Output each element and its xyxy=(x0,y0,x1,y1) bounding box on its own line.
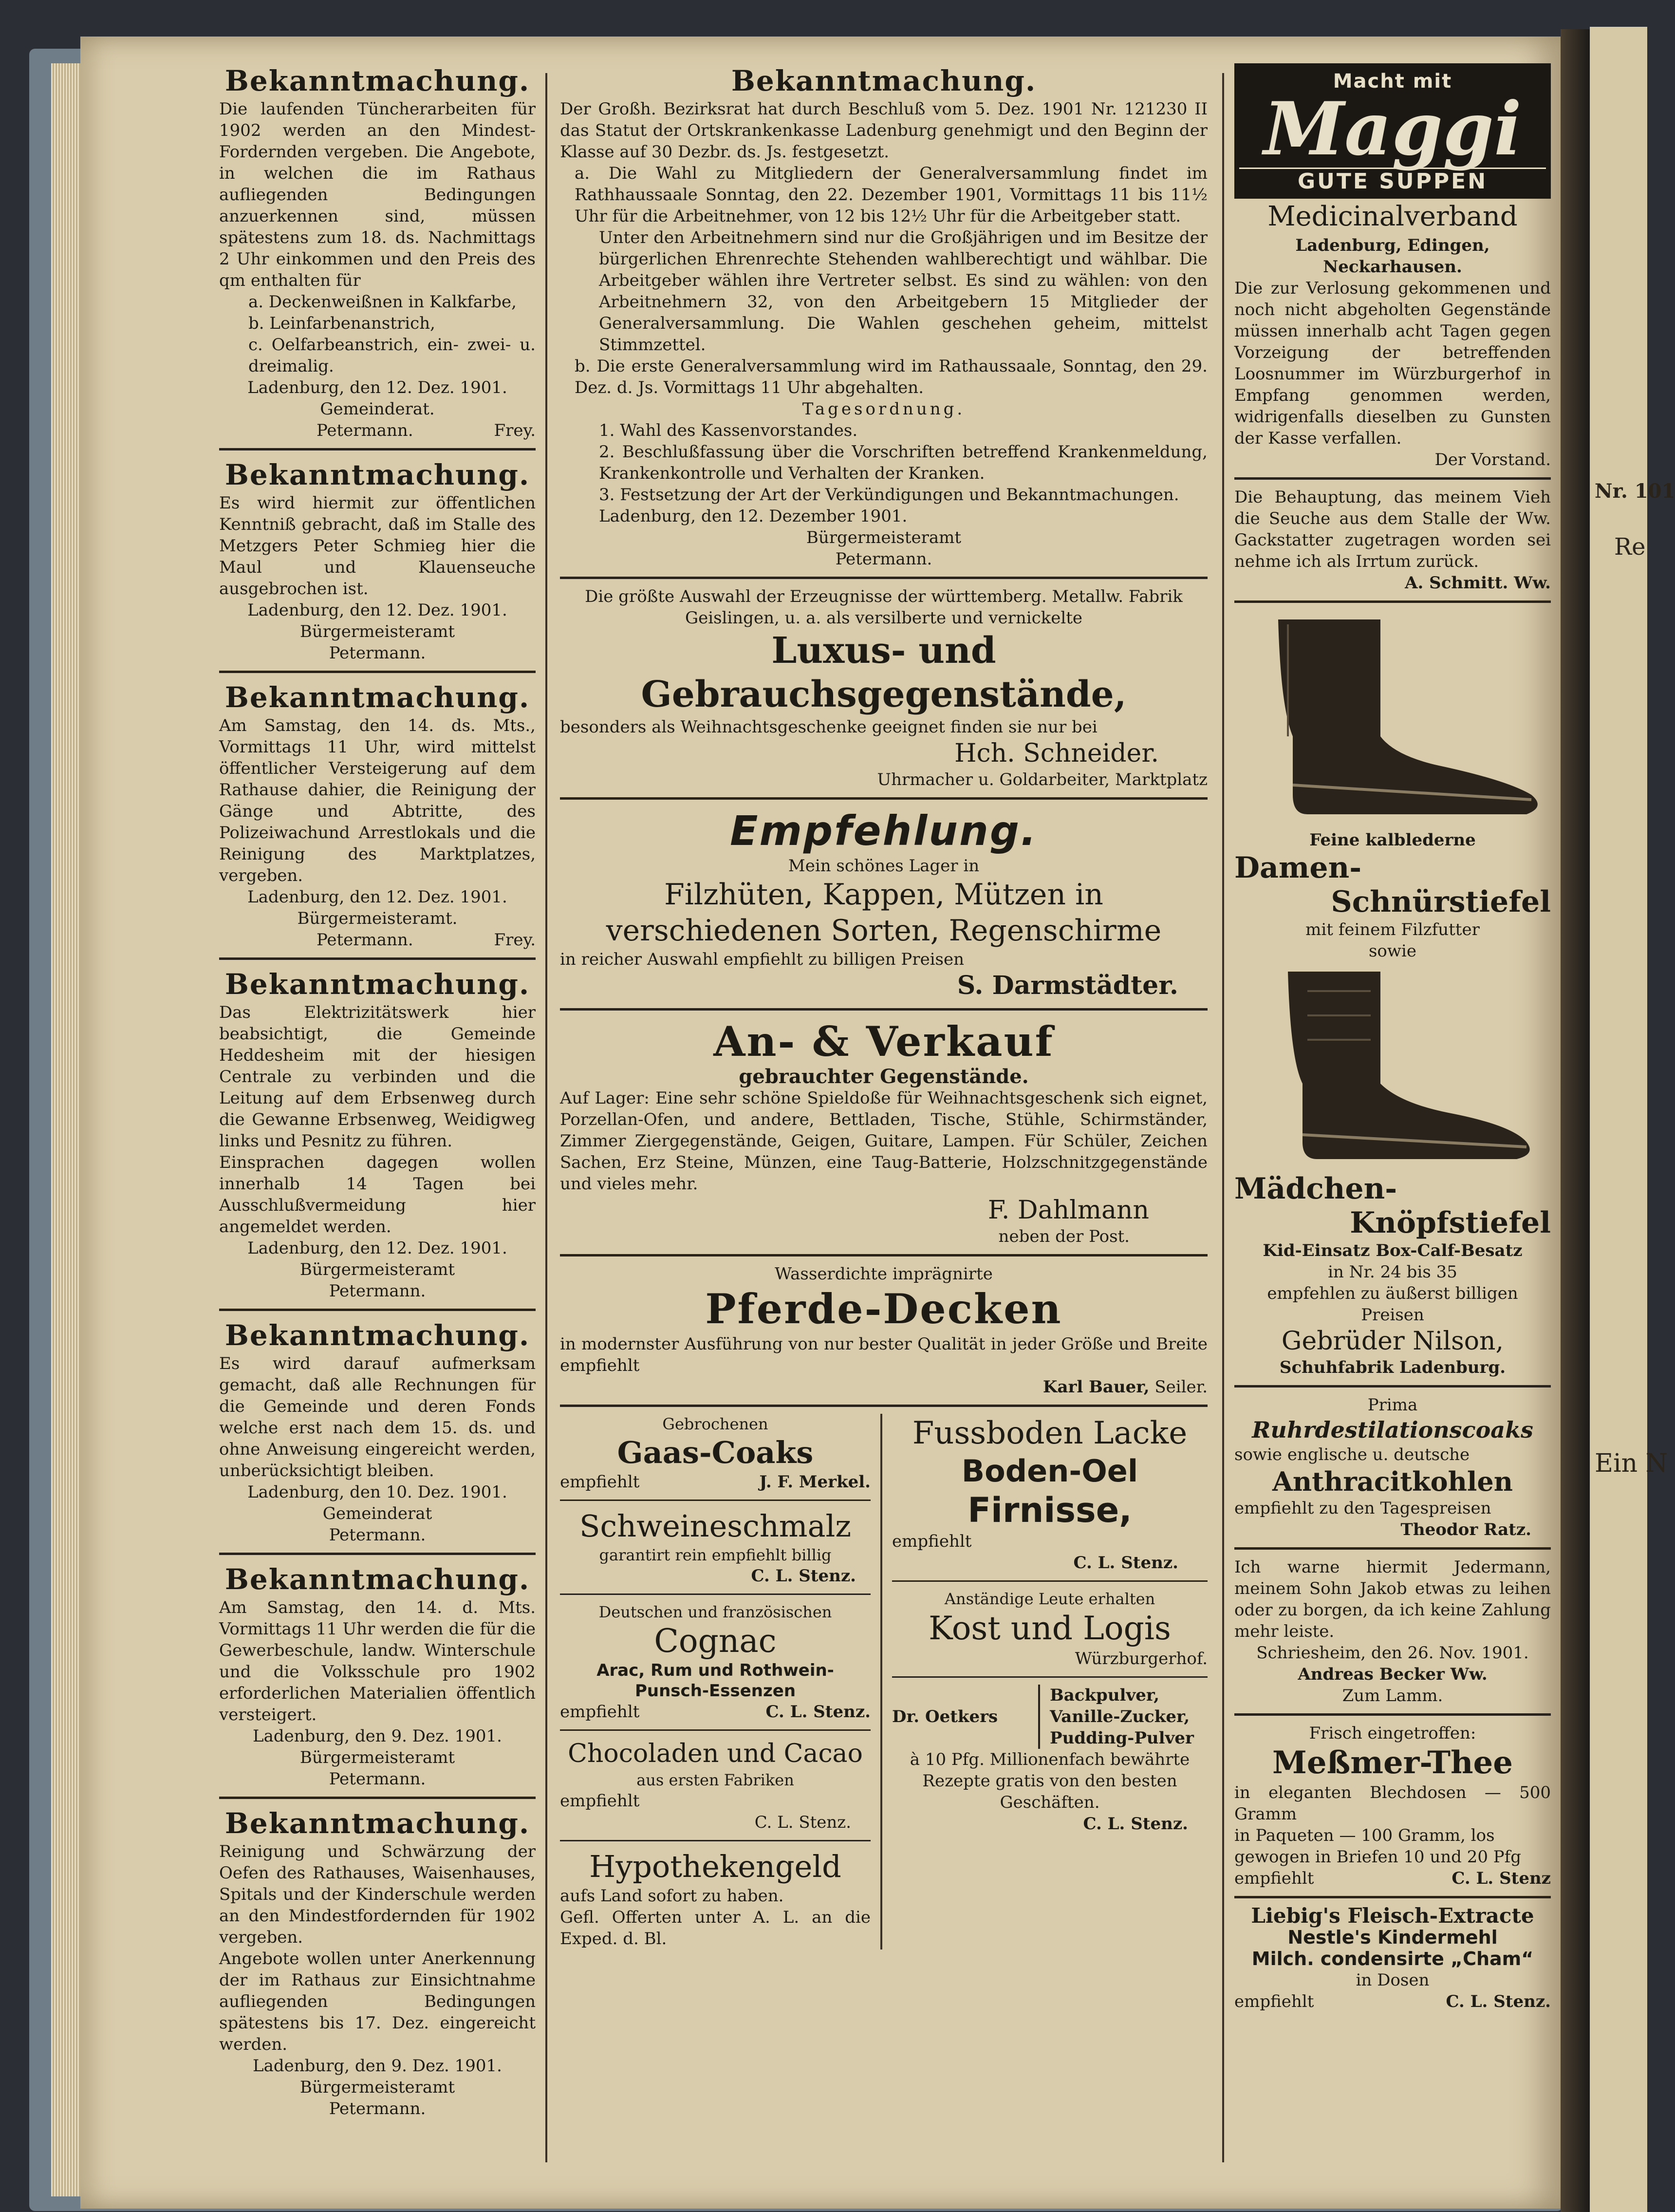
shoe-line: Feine kalblederne xyxy=(1309,830,1476,850)
date-line: Ladenburg, den 12. Dez. 1901. xyxy=(247,378,507,397)
announcement-2 xyxy=(219,457,536,664)
divider xyxy=(1234,1547,1551,1550)
list-item: a. Deckenweißnen in Kalkfarbe, xyxy=(248,292,517,312)
empfehlung-ad xyxy=(560,806,1208,1001)
announcement-title: Bekanntmachung. xyxy=(224,968,530,1001)
announcement-body: Es wird hiermit zur öffentlichen Kenntniß gebracht, daß im Stalle des Metzgers Peter Schmieg hier die Maul und Klauenseuche ausgebrochen ist. xyxy=(219,493,536,599)
oetker-row xyxy=(892,1685,1208,1749)
ad-footer xyxy=(560,1701,871,1723)
maggi-bottom: GUTE SUPPEN xyxy=(1239,168,1546,194)
divider xyxy=(892,1580,1208,1582)
merchant-name: C. L. Stenz xyxy=(1452,1869,1551,1888)
date-line: Ladenburg, den 9. Dez. 1901. xyxy=(252,2056,502,2076)
announcement-body: Am Samstag, den 14. ds. Mts., Vormittags 11 Uhr, wird mittelst öffentlicher Versteigerung auf dem Rathause dahier, die Reinigung der Gänge und Abtritte, des Polizeiwachund Arrestlokals und die Reinigung des Marktplatzes, vergeben. xyxy=(219,716,536,885)
column-1 xyxy=(219,63,536,2119)
ad-pre: Deutschen und französischen xyxy=(598,1603,832,1621)
signature: Frey. xyxy=(494,930,536,950)
ad-title: Pferde-Decken xyxy=(705,1285,1062,1333)
signature: Petermann. xyxy=(329,643,426,663)
brand-name: Dr. Oetkers xyxy=(892,1707,998,1726)
ad-emp: empfiehlt xyxy=(1234,1869,1314,1888)
column-rule xyxy=(1222,73,1224,2162)
merchant-name: S. Darmstädter. xyxy=(957,971,1178,1000)
ad-line: empfiehlt zu den Tagespreisen xyxy=(1234,1499,1491,1518)
ad-intro: Wasserdichte imprägnirte xyxy=(775,1264,993,1284)
merchant-trade: Uhrmacher u. Goldarbeiter, Marktplatz xyxy=(877,770,1208,789)
announcement-5 xyxy=(219,1318,536,1546)
product-list xyxy=(1038,1685,1194,1749)
oetker-ad xyxy=(892,1685,1208,1835)
ad-footer xyxy=(1234,1868,1551,1889)
ad-sub: Ladenburg, Edingen, Neckarhausen. xyxy=(1295,236,1490,277)
product-item: Backpulver, xyxy=(1050,1686,1160,1705)
merchant-name: Karl Bauer, xyxy=(1042,1377,1150,1397)
shoe-line: in Nr. 24 bis 35 xyxy=(1328,1262,1457,1282)
divider xyxy=(219,1553,536,1555)
hypothekengeld-ad xyxy=(560,1848,871,1950)
divider xyxy=(560,1405,1208,1407)
date-line: Ladenburg, den 12. Dez. 1901. xyxy=(247,600,507,620)
kost-logis-ad xyxy=(892,1589,1208,1669)
gaas-ad xyxy=(560,1414,871,1493)
ad-title: Chocoladen und Cacao xyxy=(568,1739,863,1768)
signature: Frey. xyxy=(494,421,536,440)
ad-emp: empfiehlt xyxy=(1234,1992,1314,2011)
page-edges xyxy=(51,63,80,2196)
announcement-body: Es wird darauf aufmerksam gemacht, daß alle Rechnungen für die Gemeinde und deren Fonds welche erst nach dem 15. ds. und ohne Anweisung eingereicht werden, unberücksichtigt bleiben. xyxy=(219,1354,536,1481)
divider xyxy=(560,1500,871,1501)
shoe-line: Schnürstiefel xyxy=(1331,885,1551,919)
merchant-name: C. L. Stenz. xyxy=(765,1702,871,1722)
ad-body: Gefl. Offerten unter A. L. an die Exped. d. Bl. xyxy=(560,1908,871,1949)
ad-emp: empfiehlt xyxy=(560,1472,640,1492)
signature: Petermann. xyxy=(329,1769,426,1789)
office: Bürgermeisteramt xyxy=(299,1748,455,1767)
agenda-list xyxy=(560,420,1208,506)
signature: Der Vorstand. xyxy=(1434,450,1551,469)
column-2 xyxy=(560,63,1208,1950)
main-announcement xyxy=(560,63,1208,570)
shoe-line: empfehlen zu äußerst billigen Preisen xyxy=(1267,1284,1518,1325)
ad-title: Medicinalverband xyxy=(1267,201,1518,232)
ad-title: Meßmer-Thee xyxy=(1272,1744,1513,1781)
ad-line: in Dosen xyxy=(1356,1970,1430,1990)
notice-body: Die Behauptung, das meinem Vieh die Seuche aus dem Stalle der Ww. Gackstatter zugetragen worden sei nehme ich als Irrtum zurück. xyxy=(1234,487,1551,571)
agenda-title: Tagesordnung. xyxy=(802,399,966,419)
divider xyxy=(219,1309,536,1311)
signature: Petermann. xyxy=(329,2099,426,2118)
merchant-address: Zum Lamm. xyxy=(1342,1686,1443,1706)
ad-intro: Mein schönes Lager in xyxy=(788,856,980,876)
list-item: c. Oelfarbeanstrich, ein- zwei- u. dreimalig. xyxy=(248,335,536,376)
merchant-name: C. L. Stenz. xyxy=(751,1566,856,1586)
shoe-line: Kid-Einsatz Box-Calf-Besatz xyxy=(1263,1241,1523,1260)
announcement-body: Das Elektrizitätswerk hier beabsichtigt, die Gemeinde Heddesheim mit der hiesigen Centrale zu verbinden und die Leitung auf dem Erbsenweg durch die Gewanne Erbsenweg, Weidigweg links und Pesnitz zu führen. xyxy=(219,1003,536,1151)
small-ads-right xyxy=(882,1414,1208,1950)
shoe-line: sowie xyxy=(1368,941,1416,961)
shoe-line: Schuhfabrik Ladenburg. xyxy=(1279,1358,1506,1377)
ad-title: An- & Verkauf xyxy=(713,1017,1054,1066)
ad-title-2: Boden-Oel xyxy=(961,1453,1138,1489)
divider xyxy=(1234,600,1551,603)
agenda-item: 1. Wahl des Kassenvorstandes. xyxy=(599,421,858,440)
merchant-address: Würzburgerhof. xyxy=(1075,1649,1208,1668)
announcement-title: Bekanntmachung. xyxy=(224,1807,530,1840)
next-page-heading-2: Ein N xyxy=(1595,1449,1668,1478)
item-list xyxy=(219,291,536,377)
shoe-line: mit feinem Filzfutter xyxy=(1305,920,1480,939)
ad-line: Ruhrdestilationscoaks xyxy=(1252,1417,1533,1443)
ad-line: Prima xyxy=(1367,1395,1418,1415)
ad-pre: Gebrochenen xyxy=(662,1415,768,1433)
coal-ad xyxy=(1234,1394,1551,1540)
agenda-item: 2. Beschlußfassung über die Vorschriften betreffend Krankenmeldung, Krankenkontrolle und Verhalten der Kranken. xyxy=(599,442,1208,483)
ad-line: Liebig's Fleisch-Extracte xyxy=(1251,1904,1534,1928)
ad-pre: Frisch eingetroffen: xyxy=(1309,1724,1476,1743)
signature: A. Schmitt. Ww. xyxy=(1405,573,1551,593)
ad-line: gewogen in Briefen 10 und 20 Pfg xyxy=(1234,1847,1522,1867)
announcement-title: Bekanntmachung. xyxy=(224,681,530,714)
ad-title: Hypothekengeld xyxy=(589,1849,841,1884)
ad-title: Luxus- und Gebrauchsgegenstände, xyxy=(641,630,1127,715)
ad-sub: besonders als Weihnachtsgeschenke geeignet finden sie nur bei xyxy=(560,717,1098,737)
shoes-ad xyxy=(1234,610,1551,1378)
ad-body: in modernster Ausführung von nur bester Qualität in jeder Größe und Breite empfiehlt xyxy=(560,1334,1208,1375)
ad-line: Milch. condensirte „Cham“ xyxy=(1251,1948,1534,1969)
ad-title: Kost und Logis xyxy=(929,1610,1171,1647)
ad-title-3: Firnisse, xyxy=(968,1490,1132,1530)
thee-ad xyxy=(1234,1723,1551,1889)
ad-emp: empfiehlt xyxy=(560,1702,640,1722)
date-line: Ladenburg, den 12. Dez. 1901. xyxy=(247,887,507,907)
ad-sub: in reicher Auswahl empfiehlt zu billigen Preisen xyxy=(560,950,965,969)
ad-emp: empfiehlt xyxy=(892,1532,972,1551)
maggi-logo xyxy=(1234,63,1551,199)
ad-line: in Paqueten — 100 Gramm, los xyxy=(1234,1826,1495,1845)
ladies-boot-image xyxy=(1234,610,1551,824)
divider xyxy=(892,1676,1208,1678)
ad-footer xyxy=(1234,1991,1551,2012)
small-ads-row xyxy=(560,1414,1208,1950)
merchant-name: F. Dahlmann xyxy=(987,1196,1149,1225)
shoe-line: Gebrüder Nilson, xyxy=(1281,1327,1504,1356)
ad-sub: gebrauchter Gegenstände. xyxy=(739,1065,1029,1088)
merchant-name: J. F. Merkel. xyxy=(759,1472,871,1492)
liebig-ad xyxy=(1234,1905,1551,2012)
ad-footer xyxy=(560,1471,871,1493)
office: Bürgermeisteramt xyxy=(806,528,962,547)
product-item: Pudding-Pulver xyxy=(1050,1728,1194,1748)
product-item: Vanille-Zucker, xyxy=(1050,1707,1190,1726)
divider xyxy=(560,1008,1208,1011)
merchant-address: neben der Post. xyxy=(998,1227,1130,1246)
announcement-title: Bekanntmachung. xyxy=(224,458,530,491)
announcement-4 xyxy=(219,967,536,1302)
next-page-sliver xyxy=(1590,27,1675,2212)
merchant-name: C. L. Stenz. xyxy=(1083,1814,1188,1834)
divider xyxy=(219,957,536,960)
next-page-number: Nr. 101 xyxy=(1595,480,1675,503)
office: Bürgermeisteramt xyxy=(299,2078,455,2097)
date-line: Ladenburg, den 9. Dez. 1901. xyxy=(252,1726,502,1746)
ad-intro: Die größte Auswahl der Erzeugnisse der württemberg. Metallw. Fabrik Geislingen, u. a. als versilberte und vernickelte xyxy=(585,587,1183,628)
fussboden-ad xyxy=(892,1414,1208,1574)
ad-sub: Arac, Rum und Rothwein-Punsch-Essenzen xyxy=(596,1661,834,1701)
shoe-line: Mädchen- xyxy=(1234,1172,1397,1206)
shoe-line: Knöpfstiefel xyxy=(1350,1206,1551,1240)
office: Gemeinderat xyxy=(322,1504,432,1523)
cognac-ad xyxy=(560,1602,871,1723)
office: Bürgermeisteramt xyxy=(299,1260,455,1279)
divider xyxy=(219,1797,536,1799)
date-line: Ladenburg, den 10. Dez. 1901. xyxy=(247,1482,507,1502)
book-gutter xyxy=(1561,29,1590,2212)
schmitt-notice xyxy=(1234,487,1551,594)
divider xyxy=(560,797,1208,800)
office: Gemeinderat. xyxy=(320,399,435,419)
signature: Petermann. xyxy=(835,549,932,569)
merchant-name: Theodor Ratz. xyxy=(1400,1520,1531,1539)
merchant-name: C. L. Stenz. xyxy=(1073,1553,1178,1573)
announcement-title: Bekanntmachung. xyxy=(224,1563,530,1596)
ad-title: Fussboden Lacke xyxy=(912,1415,1188,1451)
ad-sub: aus ersten Fabriken xyxy=(636,1771,794,1789)
merchant-trade: Seiler. xyxy=(1154,1377,1208,1397)
announcement-title: Bekanntmachung. xyxy=(731,64,1037,97)
ad-sub: aufs Land sofort zu haben. xyxy=(560,1886,784,1906)
divider xyxy=(1234,1713,1551,1716)
merchant-name: C. L. Stenz. xyxy=(754,1813,852,1832)
announcement-body: Die laufenden Tüncherarbeiten für 1902 werden an den Mindest-Fordernden vergeben. Die Angebote, in welchen die im Rathaus aufliegenden Bedingungen anzuerkennen sind, müssen spätestens zum 18. ds. Nachmittags 2 Uhr einkommen und den Preis des qm enthalten für xyxy=(219,99,536,290)
ad-pre: Anständige Leute erhalten xyxy=(944,1590,1155,1608)
chocoladen-ad xyxy=(560,1738,871,1833)
ad-body: à 10 Pfg. Millionenfach bewährte Rezepte gratis von den besten Geschäften. xyxy=(910,1750,1190,1812)
announcement-title: Bekanntmachung. xyxy=(224,64,530,97)
column-rule xyxy=(545,73,547,2162)
list-item: b. Leinfarbenanstrich, xyxy=(248,314,435,333)
ankauf-ad xyxy=(560,1017,1208,1247)
divider xyxy=(560,577,1208,579)
ad-title: Cognac xyxy=(654,1622,777,1660)
ad-sub: garantirt rein empfiehlt billig xyxy=(599,1546,832,1564)
announcement-body: Reinigung und Schwärzung der Oefen des Rathauses, Waisenhauses, Spitals und der Kinderschule werden an den Mindestfordernden für 1902 vergeben. xyxy=(219,1842,536,1947)
divider xyxy=(560,1254,1208,1256)
ad-title: Empfehlung. xyxy=(730,807,1038,855)
announcement-point-b: b. Die erste Generalversammlung wird im Rathaussaale, Sonntag, den 29. Dez. d. Js. Vormittags 11 Uhr abgehalten. xyxy=(575,356,1208,397)
ad-title: Gaas-Coaks xyxy=(617,1435,814,1470)
column-3 xyxy=(1234,63,1551,2012)
divider xyxy=(219,448,536,450)
maggi-brand: Maggi xyxy=(1264,86,1522,172)
announcement-body: Am Samstag, den 14. d. Mts. Vormittags 11 Uhr werden die für die Gewerbeschule, landw. Winterschule und die Volksschule pro 1902 erforderlichen Materialien öffentlich versteigert. xyxy=(219,1598,536,1725)
announcement-point-a: a. Die Wahl zu Mitgliedern der Generalversammlung findet im Rathhaussaale Sonntag, den 22. Dezember 1901, Vormittags 11 bis 11½ Uhr für die Arbeitnehmer, von 12 bis 12½ Uhr für die Arbeitgeber statt. xyxy=(575,164,1208,226)
merchant-name: C. L. Stenz. xyxy=(1446,1992,1551,2011)
announcement-intro: Der Großh. Bezirksrat hat durch Beschluß vom 5. Dez. 1901 Nr. 121230 II das Statut der Ortskrankenkasse Ladenburg genehmigt und den Beginn der Klasse auf 30 Dezbr. ds. Js. festgesetzt. xyxy=(560,99,1208,162)
ad-body: Die zur Verlosung gekommenen und noch nicht abgeholten Gegenstände müssen innerhalb acht Tagen gegen Vorzeigung der betreffenden Loosnummer im Würzburgerhof in Empfang genommen werden, widrigenfalls dieselben zu Gunsten der Kasse verfallen. xyxy=(1234,279,1551,448)
ad-line: sowie englische u. deutsche xyxy=(1234,1445,1470,1464)
announcement-3 xyxy=(219,680,536,951)
divider xyxy=(560,1840,871,1841)
announcement-7 xyxy=(219,1806,536,2119)
date-line: Ladenburg, den 12. Dez. 1901. xyxy=(247,1238,507,1258)
date-line: Schriesheim, den 26. Nov. 1901. xyxy=(1256,1643,1529,1663)
divider xyxy=(1234,477,1551,480)
divider xyxy=(560,1729,871,1731)
maggi-top: Macht mit xyxy=(1333,70,1452,93)
notice-body: Ich warne hiermit Jedermann, meinem Sohn Jakob etwas zu leihen oder zu borgen, da ich keine Zahlung mehr leiste. xyxy=(1234,1557,1551,1641)
divider xyxy=(219,671,536,673)
medicinalverband-ad xyxy=(1234,199,1551,470)
ad-title: Schweineschmalz xyxy=(579,1508,852,1544)
ad-body: Auf Lager: Eine sehr schöne Spieldoße für Weihnachtsgeschenk sich eignet, Porzellan-Ofen, und andere, Bettladen, Tische, Stühle, Schirmständer, Zimmer Ziergegenstände, Geigen, Guitare, Lampen. Für Schüler, Zeichen Sachen, Erz Steine, Münzen, eine Taug-Batterie, Holzschnitzgegenstände und vieles mehr. xyxy=(560,1088,1208,1194)
announcement-body: Einsprachen dagegen wollen innerhalb 14 Tagen bei Ausschlußvermeidung hier angemeldet werden. xyxy=(219,1153,536,1237)
pferde-ad xyxy=(560,1263,1208,1398)
signature: Petermann. xyxy=(316,421,413,440)
signature: Petermann. xyxy=(329,1525,426,1545)
luxus-ad xyxy=(560,586,1208,790)
ad-emp: empfiehlt xyxy=(560,1791,640,1811)
announcement-6 xyxy=(219,1562,536,1790)
girls-boot-image xyxy=(1234,962,1551,1166)
next-page-heading: Re xyxy=(1614,533,1646,561)
shoe-line: Damen- xyxy=(1234,851,1362,885)
announcement-1 xyxy=(219,63,536,441)
announcement-point-a-details: Unter den Arbeitnehmern sind nur die Großjährigen und im Besitze der bürgerlichen Ehrenrechte Stehenden wahlberechtigt und wählbar. Die Arbeitgeber wählen ihre Vertreter selbst. Es sind zu wählen: von den Arbeitnehmern 32, von den Arbeitgebern 15 Mitglieder der Generalversammlung. Die Wahlen geschehen geheim, mittelst Stimmzettel. xyxy=(599,228,1208,355)
signatures xyxy=(219,420,536,441)
date-line: Ladenburg, den 12. Dezember 1901. xyxy=(599,506,908,526)
divider xyxy=(1234,1385,1551,1387)
signature: Andreas Becker Ww. xyxy=(1298,1665,1488,1684)
announcement-title: Bekanntmachung. xyxy=(224,1319,530,1352)
divider xyxy=(1234,1896,1551,1898)
merchant-line xyxy=(560,1376,1208,1398)
signature: Petermann. xyxy=(329,1281,426,1301)
office: Bürgermeisteramt. xyxy=(297,909,458,928)
signatures xyxy=(219,929,536,951)
ad-line: Anthracitkohlen xyxy=(1272,1466,1513,1497)
ad-goods: Filzhüten, Kappen, Mützen in verschiedenen Sorten, Regenschirme xyxy=(606,878,1162,948)
ad-line: in eleganten Blechdosen — 500 Gramm xyxy=(1234,1783,1551,1824)
schweineschmalz-ad xyxy=(560,1508,871,1587)
announcement-body: Angebote wollen unter Anerkennung der im Rathaus zur Einsichtnahme aufliegenden Bedingungen spätestens bis 17. Dez. eingereicht werden. xyxy=(219,1949,536,2054)
office: Bürgermeisteramt xyxy=(299,622,455,641)
merchant-name: Hch. Schneider. xyxy=(954,739,1159,768)
signature: Petermann. xyxy=(316,930,413,950)
small-ads-left xyxy=(560,1414,882,1950)
agenda-item: 3. Festsetzung der Art der Verkündigungen und Bekanntmachungen. xyxy=(599,485,1179,505)
ad-line: Nestle's Kindermehl xyxy=(1287,1927,1498,1948)
warning-notice xyxy=(1234,1556,1551,1706)
divider xyxy=(560,1593,871,1595)
